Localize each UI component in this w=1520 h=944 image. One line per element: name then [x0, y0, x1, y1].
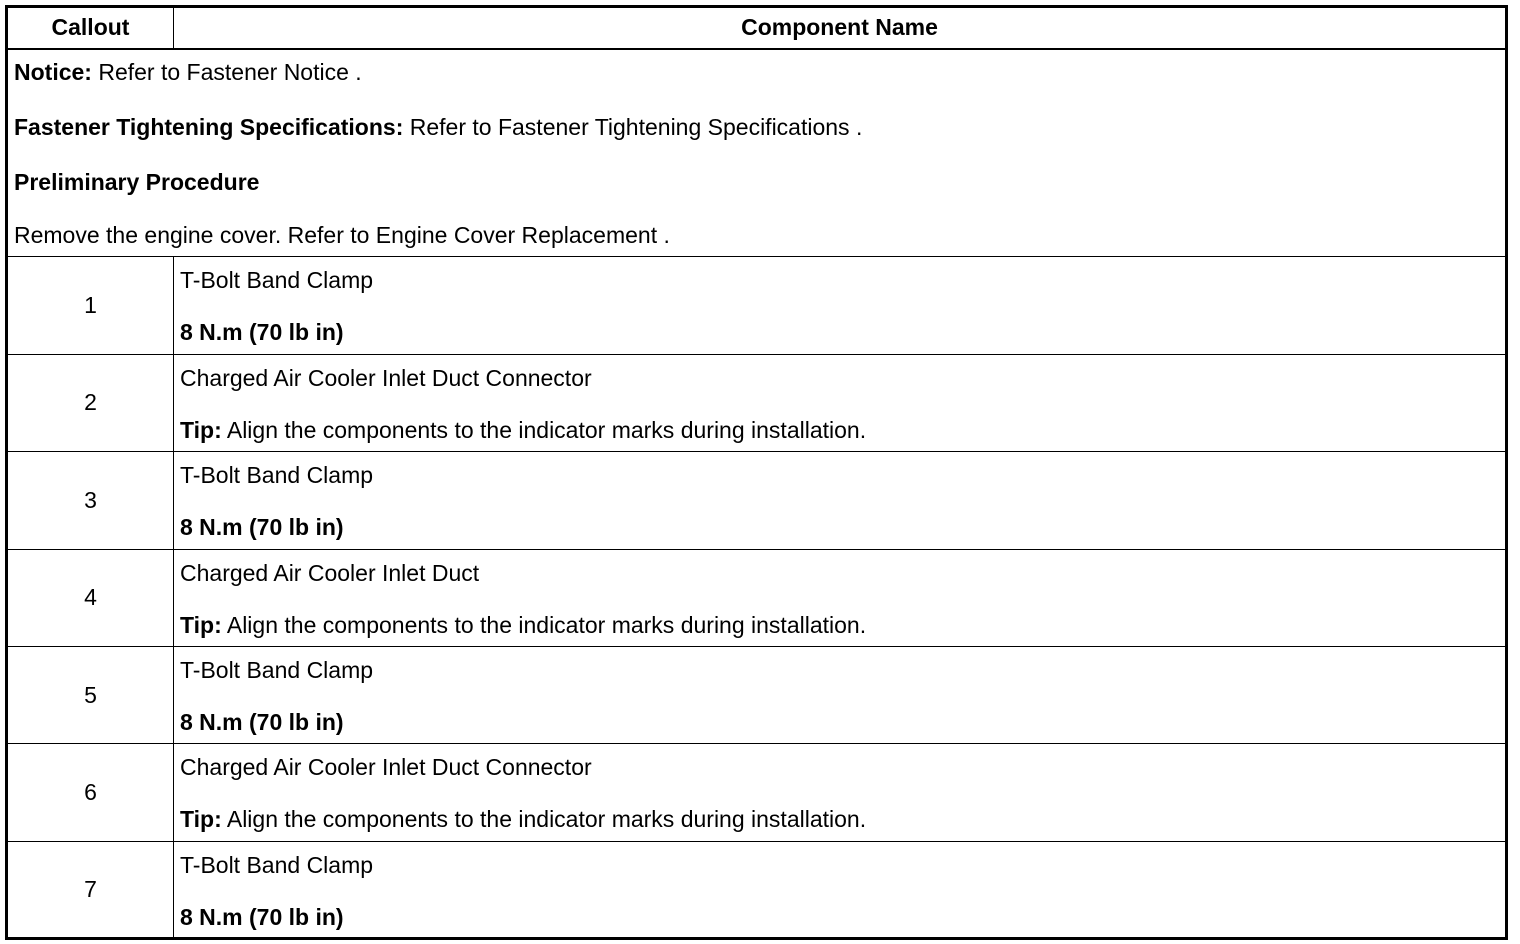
table-row — [7, 354, 1507, 451]
callout-number: 6 — [7, 744, 174, 841]
table-row — [7, 257, 1507, 354]
torque-spec: 8 N.m (70 lb in) — [180, 514, 344, 541]
component-name: T-Bolt Band Clamp — [180, 851, 374, 878]
component-cell — [174, 452, 1507, 549]
callout-number: 3 — [7, 452, 174, 549]
preliminary-procedure-heading: Preliminary Procedure — [14, 168, 260, 195]
preliminary-procedure-text: Remove the engine cover. Refer to Engine Cover Replacement . — [14, 221, 670, 248]
component-rows — [7, 257, 1507, 939]
torque-spec: 8 N.m (70 lb in) — [180, 903, 344, 930]
callout-number: 4 — [7, 549, 174, 646]
table-row — [7, 646, 1507, 743]
table-row — [7, 549, 1507, 646]
torque-spec: 8 N.m (70 lb in) — [180, 319, 344, 346]
tip-text: Align the components to the indicator marks during installation. — [221, 611, 867, 638]
callout-number: 5 — [7, 646, 174, 743]
notice-text: Refer to Fastener Notice . — [91, 58, 362, 85]
tip-line — [180, 799, 1499, 839]
table-row — [7, 841, 1507, 938]
component-table — [5, 5, 1508, 940]
fastener-spec-label: Fastener Tightening Specifications: — [14, 113, 404, 140]
callout-number: 1 — [7, 257, 174, 354]
callout-number: 2 — [7, 354, 174, 451]
component-name: Charged Air Cooler Inlet Duct Connector — [180, 364, 592, 391]
notice-label: Notice: — [14, 58, 92, 85]
component-name: Charged Air Cooler Inlet Duct — [180, 559, 480, 586]
component-name: T-Bolt Band Clamp — [180, 462, 374, 489]
component-cell — [174, 549, 1507, 646]
tip-label: Tip: — [180, 416, 222, 443]
fastener-spec-text: Refer to Fastener Tightening Specifications . — [403, 113, 863, 140]
component-name: Charged Air Cooler Inlet Duct Connector — [180, 754, 592, 781]
callout-number: 7 — [7, 841, 174, 938]
component-cell — [174, 354, 1507, 451]
component-name: T-Bolt Band Clamp — [180, 267, 374, 294]
table-row — [7, 744, 1507, 841]
tip-label: Tip: — [180, 806, 222, 833]
tip-line — [180, 410, 1499, 450]
tip-text: Align the components to the indicator marks during installation. — [221, 416, 867, 443]
component-name-column-header: Component Name — [174, 7, 1507, 49]
preamble-row — [7, 49, 1507, 257]
component-cell — [174, 257, 1507, 354]
component-cell — [174, 744, 1507, 841]
torque-spec: 8 N.m (70 lb in) — [180, 708, 344, 735]
component-cell — [174, 646, 1507, 743]
preamble-cell — [7, 49, 1507, 257]
tip-line — [180, 605, 1499, 645]
table-header-row — [7, 7, 1507, 49]
notice-line — [14, 50, 1499, 105]
tip-text: Align the components to the indicator marks during installation. — [221, 806, 867, 833]
fastener-spec-line — [14, 105, 1499, 160]
table-row — [7, 452, 1507, 549]
callout-column-header: Callout — [7, 7, 174, 49]
component-name: T-Bolt Band Clamp — [180, 656, 374, 683]
component-cell — [174, 841, 1507, 938]
tip-label: Tip: — [180, 611, 222, 638]
